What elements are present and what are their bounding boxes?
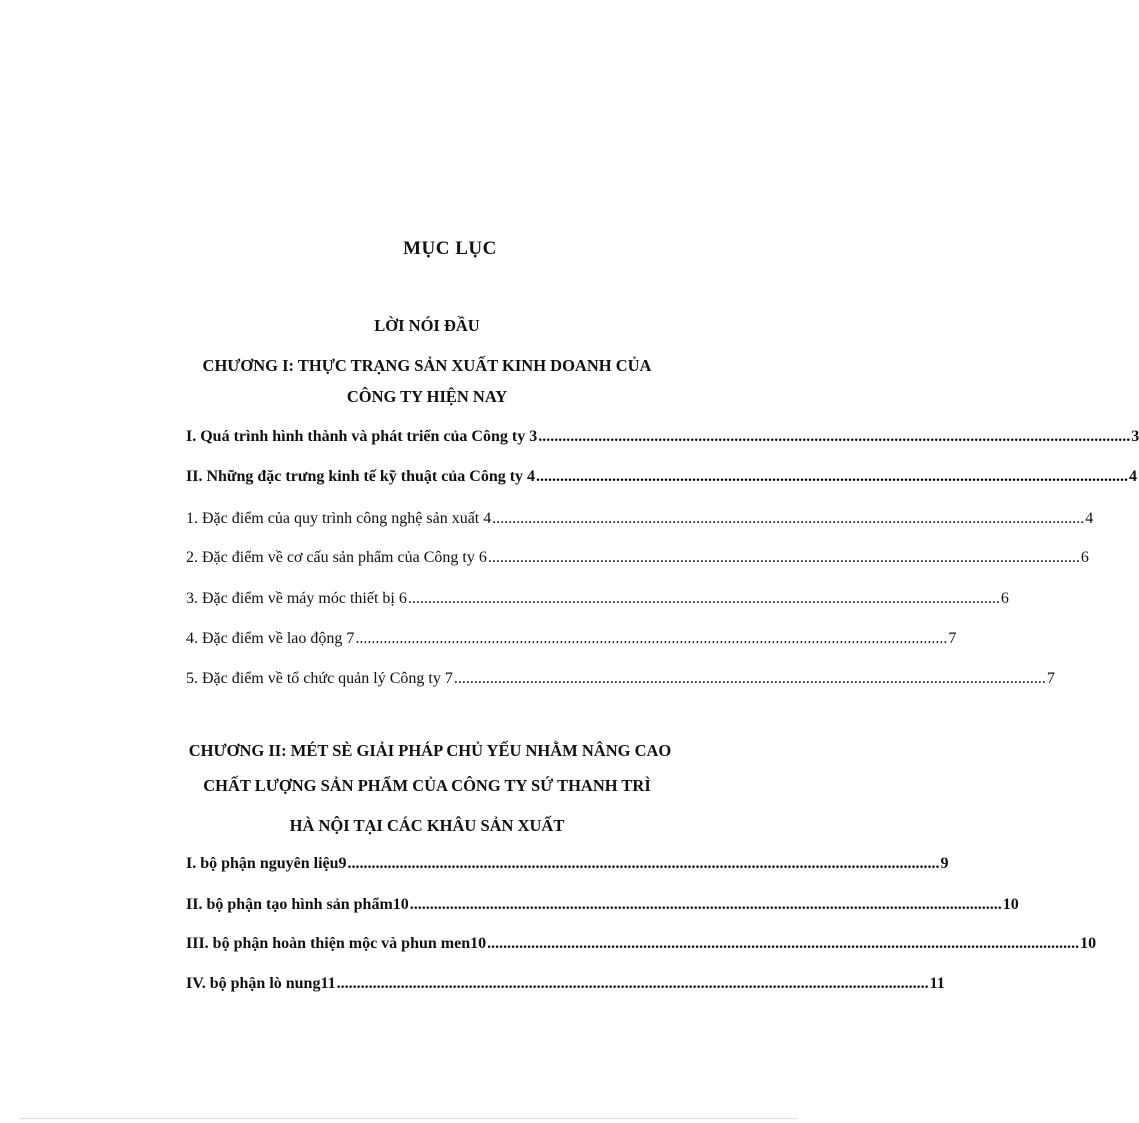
chapter2-heading-line1: CHƯƠNG II: MÉT SÈ GIẢI PHÁP CHỦ YẾU NHẰM NÂNG CAO	[188, 741, 672, 760]
toc-leader-dots: ....................................................................................................................................................	[409, 896, 1002, 913]
toc-leader-dots: ....................................................................................................................................................	[355, 630, 948, 647]
toc-leader-dots: ....................................................................................................................................................	[536, 468, 1129, 485]
toc-page-number: 6	[1080, 549, 1089, 566]
toc-entry[interactable]	[186, 935, 1097, 953]
toc-entry-text: 5. Đặc điểm về tổ chức quản lý Công ty 7	[186, 670, 453, 687]
toc-entry[interactable]	[186, 590, 1009, 608]
toc-entry[interactable]	[186, 670, 1055, 688]
toc-leader-dots: ....................................................................................................................................................	[453, 670, 1046, 687]
toc-page-number: 7	[1046, 670, 1055, 687]
toc-leader-dots: ....................................................................................................................................................	[492, 510, 1085, 527]
chapter1-heading-line1: CHƯƠNG I: THỰC TRẠNG SẢN XUẤT KINH DOANH CỦA	[202, 356, 652, 375]
chapter2-heading-line2: CHẤT LƯỢNG SẢN PHẨM CỦA CÔNG TY SỨ THANH TRÌ	[203, 776, 651, 795]
toc-entry[interactable]	[186, 855, 949, 873]
toc-entry-text: 2. Đặc điểm về cơ cấu sản phẩm của Công ty 6	[186, 549, 487, 566]
toc-entry-text: IV. bộ phận lò nung11	[186, 975, 336, 992]
toc-entry-text: 4. Đặc điểm về lao động 7	[186, 630, 355, 647]
toc-page-number: 3	[1131, 428, 1139, 445]
toc-entry[interactable]	[186, 468, 1138, 486]
chapter2-heading-line3: HÀ NỘI TẠI CÁC KHÂU SẢN XUẤT	[289, 816, 565, 835]
toc-entry-text: II. Những đặc trưng kinh tế kỹ thuật của Công ty 4	[186, 468, 536, 485]
toc-entry-text: 1. Đặc điểm của quy trình công nghệ sản xuất 4	[186, 510, 492, 527]
toc-entry[interactable]	[186, 630, 957, 648]
toc-entry[interactable]	[186, 549, 1089, 567]
toc-page-number: 4	[1129, 468, 1138, 485]
toc-page-number: 7	[948, 630, 957, 647]
toc-entry-text: II. bộ phận tạo hình sản phẩm10	[186, 896, 409, 913]
toc-entry[interactable]	[186, 975, 945, 993]
toc-leader-dots: ....................................................................................................................................................	[487, 935, 1080, 952]
toc-page-number: 6	[1000, 590, 1009, 607]
page-bottom-border	[20, 1118, 796, 1119]
toc-entry[interactable]	[186, 896, 1019, 914]
chapter1-heading-line2: CÔNG TY HIỆN NAY	[346, 387, 508, 406]
toc-entry-text: I. bộ phận nguyên liệu9	[186, 855, 347, 872]
toc-page-number: 11	[929, 975, 945, 992]
toc-entry[interactable]	[186, 428, 1139, 446]
preface-heading: LỜI NÓI ĐẦU	[374, 316, 480, 335]
page-title: MỤC LỤC	[403, 238, 497, 259]
toc-page-number: 9	[940, 855, 949, 872]
toc-leader-dots: ....................................................................................................................................................	[407, 590, 1000, 607]
toc-leader-dots: ....................................................................................................................................................	[336, 975, 929, 992]
toc-entry-text: III. bộ phận hoàn thiện mộc và phun men10	[186, 935, 487, 952]
toc-page-number: 10	[1080, 935, 1097, 952]
toc-entry-text: I. Quá trình hình thành và phát triển của Công ty 3	[186, 428, 538, 445]
toc-entry[interactable]	[186, 510, 1094, 528]
toc-page-number: 10	[1002, 896, 1019, 913]
toc-entry-text: 3. Đặc điểm về máy móc thiết bị 6	[186, 590, 407, 607]
toc-page-number: 4	[1085, 510, 1094, 527]
toc-leader-dots: ....................................................................................................................................................	[347, 855, 940, 872]
toc-leader-dots: ....................................................................................................................................................	[487, 549, 1080, 566]
toc-leader-dots: ....................................................................................................................................................	[538, 428, 1131, 445]
